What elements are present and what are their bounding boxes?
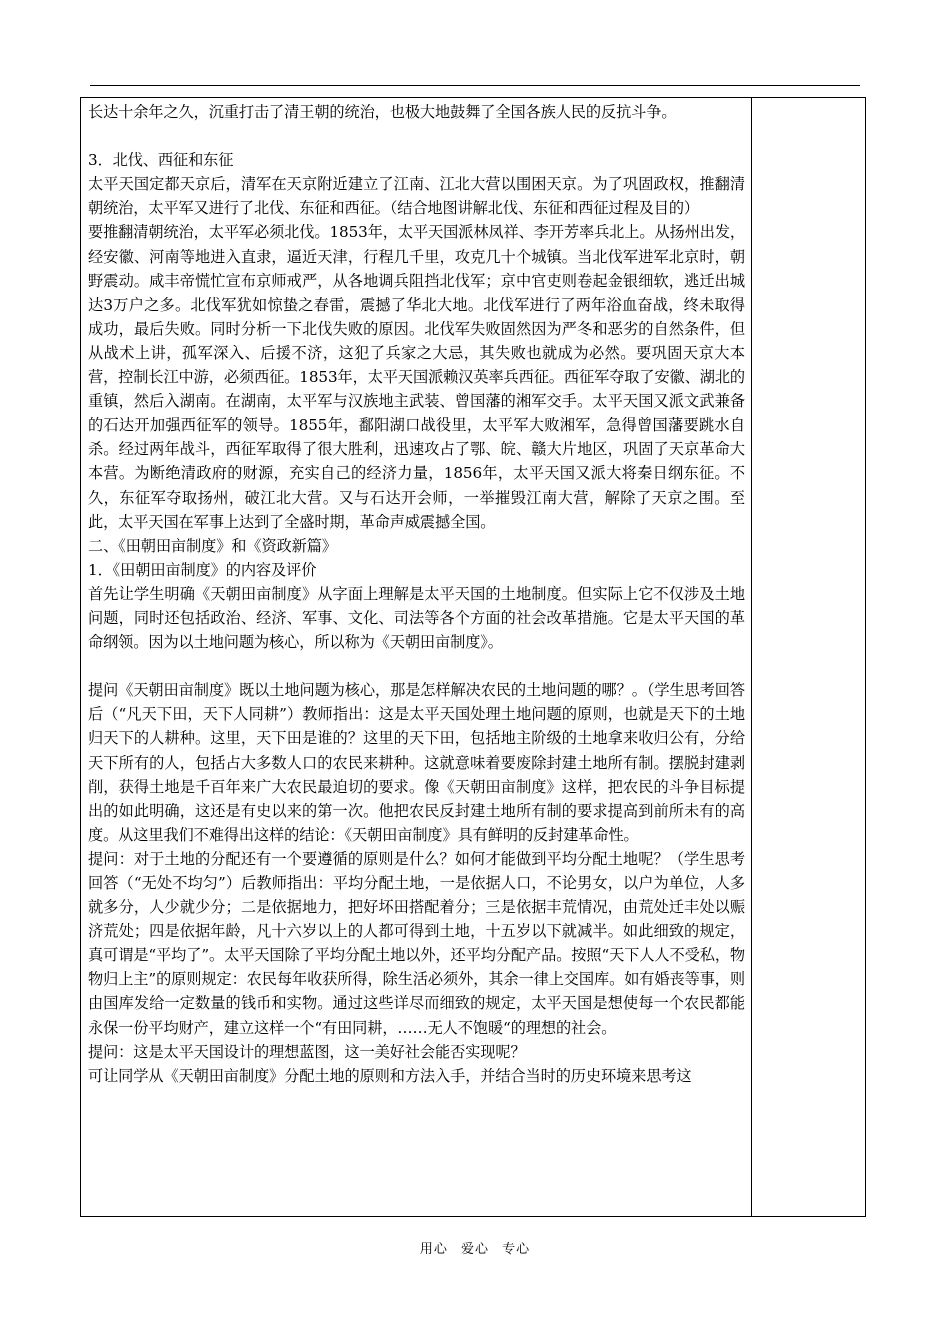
section-heading-land-system: 二、《田朝田亩制度》和《资政新篇》 bbox=[88, 536, 337, 555]
paragraph-11: 提问：这是太平天国设计的理想蓝图，这一美好社会能否实现呢？ bbox=[88, 1042, 526, 1061]
subsection-heading-land-system: 1．《田朝田亩制度》的内容及评价 bbox=[88, 560, 317, 579]
paragraph-9: 提问《天朝田亩制度》既以土地问题为核心，那是怎样解决农民的土地问题的哪？。（学生思考回答后（“凡天下田，天下人同耕”）教师指出：这是太平天国处理土地问题的原则，也就是天下的土地归天下的人耕种。这里，天下田是谁的？这里的天下田，包括地主阶级的土地拿来收归公有，分给天下所有的人，包括占大多数人口的农民来耕种。这就意味着要废除封建土地所有制。摆脱封建剥削，获得土地是千百年来广大农民最迫切的要求。像《天朝田亩制度》这样，把农民的斗争目标提出的如此明确，这还是有史以来的第一次。他把农民反封建土地所有制的要求提高到前所未有的高度。从这里我们不难得出这样的结论：《天朝田亩制度》具有鲜明的反封建革命性。 bbox=[88, 681, 745, 844]
paragraph-4: 要推翻清朝统治，太平军必须北伐。1853年，太平天国派林凤祥、李开芳率兵北上。从扬州出发，经安徽、河南等地进入直隶，逼近天津，行程几千里，攻克几十个城镇。当北伐军进军北京时，朝野震动。咸丰帝慌忙宣布京师戒严，从各地调兵阻挡北伐军；京中官吏则卷起金银细软，逃迁出城达3万户之多。北伐军犹如惊蛰之春雷，震撼了华北大地。北伐军进行了两年浴血奋战，终未取得成功，最后失败。同时分析一下北伐失败的原因。北伐军失败固然因为严冬和恶劣的自然条件，但从战术上讲，孤军深入、后援不济，这犯了兵家之大忌，其失败也就成为必然。要巩固天京大本营，控制长江中游，必须西征。1853年，太平天国派赖汉英率兵西征。西征军夺取了安徽、湖北的重镇，然后入湖南。在湖南，太平军与汉族地主武装、曾国藩的湘军交手。太平天国又派文武兼备的石达开加强西征军的领导。1855年，鄱阳湖口战役里，太平军大败湘军，急得曾国藩要跳水自杀。经过两年战斗，西征军取得了很大胜利，迅速攻占了鄂、皖、赣大片地区，巩固了天京革命大本营。为断绝清政府的财源，充实自己的经济力量，1856年，太平天国又派大将秦日纲东征。不久，东征军夺取扬州，破江北大营。又与石达开会师，一举摧毁江南大营，解除了天京之围。至此，太平天国在军事上达到了全盛时期，革命声威震撼全国。 bbox=[88, 223, 745, 531]
paragraph-10: 提问：对于土地的分配还有一个要遵循的原则是什么？如何才能做到平均分配土地呢？（学生思考回答（“无处不均匀”）后教师指出：平均分配土地，一是依据人口，不论男女，以户为单位，人多就多分，人少就少分；二是依据地力，把好坏田搭配着分；三是依据丰荒情况，由荒处迁丰处以赈济荒处；四是依据年龄，凡十六岁以上的人都可得到土地，十五岁以下就减半。如此细致的规定，真可谓是“平均了”。太平天国除了平均分配土地以外，还平均分配产品。按照“天下人人不受私，物物归上主”的原则规定：农民每年收获所得，除生活必须外，其余一律上交国库。如有婚丧等事，则由国库发给一定数量的钱币和实物。通过这些详尽而细致的规定，太平天国是想使每一个农民都能永保一份平均财产，建立这样一个“有田同耕，……无人不饱暖“的理想的社会。 bbox=[88, 849, 745, 1037]
lesson-table bbox=[80, 97, 866, 1217]
column-divider bbox=[751, 98, 752, 1216]
section-heading-northern-expedition: 3．北伐、西征和东征 bbox=[88, 151, 234, 170]
blank-line bbox=[88, 654, 745, 678]
header-rule bbox=[90, 85, 860, 86]
paragraph-7: 首先让学生明确《天朝田亩制度》从字面上理解是太平天国的土地制度。但实际上它不仅涉及土地问题，同时还包括政治、经济、军事、文化、司法等各个方面的社会改革措施。它是太平天国的革命纲领。因为以土地问题为核心，所以称为《天朝田亩制度》。 bbox=[88, 584, 745, 652]
page-footer: 用心 爱心 专心 bbox=[419, 1242, 531, 1257]
lesson-content-cell bbox=[88, 100, 745, 1088]
paragraph-12: 可让同学从《天朝田亩制度》分配土地的原则和方法入手，并结合当时的历史环境来思考这 bbox=[88, 1066, 692, 1085]
paragraph-1: 长达十余年之久，沉重打击了清王朝的统治，也极大地鼓舞了全国各族人民的反抗斗争。 bbox=[88, 103, 677, 121]
paragraph-3: 太平天国定都天京后，清军在天京附近建立了江南、江北大营以围困天京。为了巩固政权，推翻清朝统治，太平军又进行了北伐、东征和西征。（结合地图讲解北伐、东征和西征过程及目的） bbox=[88, 175, 745, 218]
blank-line bbox=[88, 124, 745, 148]
